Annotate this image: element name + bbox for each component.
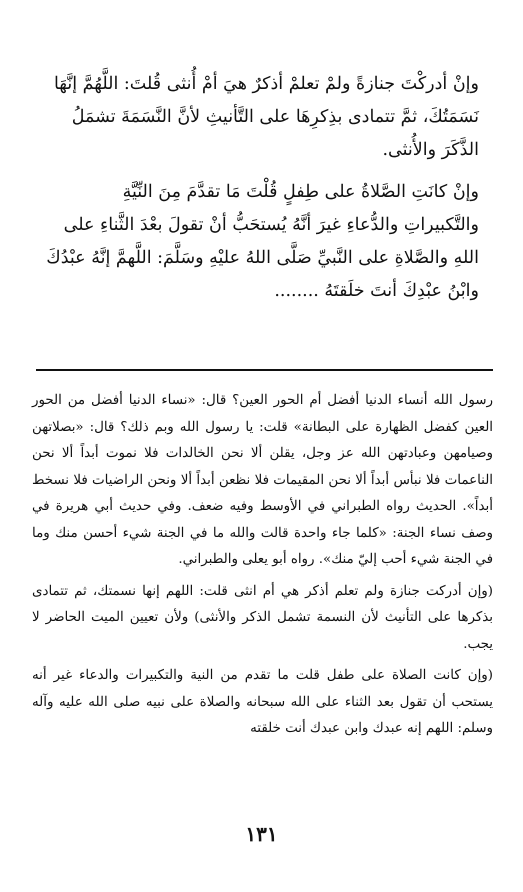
footnote-paragraph: (وإن كانت الصلاة على طفل قلت ما تقدم من النية والتكبيرات والدعاء غير أنه يستحب أن تقول بعد الثناء على الله سبحانه والصلاة على نبيه صلى الله عليه وآله وسلم: اللهم إنه عبدك وابن عبدك أنت خلقته <box>32 668 493 736</box>
page-number: ١٣١ <box>245 822 278 846</box>
main-paragraph: وإنْ كانَتِ الصَّلاةُ على طِفلٍ قُلْتَ مَا تقدَّمَ مِنَ النِّيَّةِ والتَّكبيراتِ والدُّعاءِ غيرَ أنَّهُ يُستحَبُّ أنْ تقولَ بعْدَ الثَّناءِ على اللهِ والصَّلاةِ على النَّبيِّ صَلَّى اللهُ عليْهِ وسَلَّمَ: اللَّهمَّ إنَّهُ عبْدُكَ وابْنُ عبْدِكَ أنتَ خلَقتَهُ ........ <box>46 182 479 301</box>
footnote-paragraph: رسول الله أنساء الدنيا أفضل أم الحور العين؟ قال: «نساء الدنيا أفضل من الحور العين كفضل الظهارة على البطانة» قلت: يا رسول الله وبم ذلك؟ قال: «بصلاتهن وصيامهن وعبادتهن الله عز وجل، يقلن ألا نحن الخالدات فلا نموت أبداً ألا نحن الناعمات فلا نبأس أبداً ألا نحن المقيمات فلا نظعن أبداً ألا ونحن الراضيات فلا نسخط أبداً». الحديث رواه الطبراني في الأوسط وفيه ضعف. وفي حديث أبي هريرة في وصف نساء الجنة: «كلما جاء واحدة قالت والله ما في الجنة شيء أحسن منك وما في الجنة شيء أحب إليّ منك». رواه أبو يعلى والطبراني. <box>32 393 493 567</box>
footnote-paragraph: (وإن أدركت جنازة ولم تعلم أذكر هي أم انثى قلت: اللهم إنها نسمتك، ثم تتمادى بذكرها على التأنيث لأن النسمة تشمل الذكر والأنثى) ولأن تعيين الميت الحاضر لا يجب. <box>32 583 493 652</box>
main-text <box>44 68 479 308</box>
main-paragraph: وإنْ أدركْتَ جنازةً ولمْ تعلمْ أذكرٌ هيَ أمْ أُنثى قُلتَ: اللَّهُمَّ إنَّهَا نَسَمَتُكَ، ثمَّ تتمادى بذِكرِهَا على التَّأنيثِ لأنَّ النَّسَمَةَ تشمَلُ الذَّكَرَ والأُنثى. <box>53 74 479 160</box>
footnotes <box>32 388 493 743</box>
footnote-divider <box>36 369 493 371</box>
